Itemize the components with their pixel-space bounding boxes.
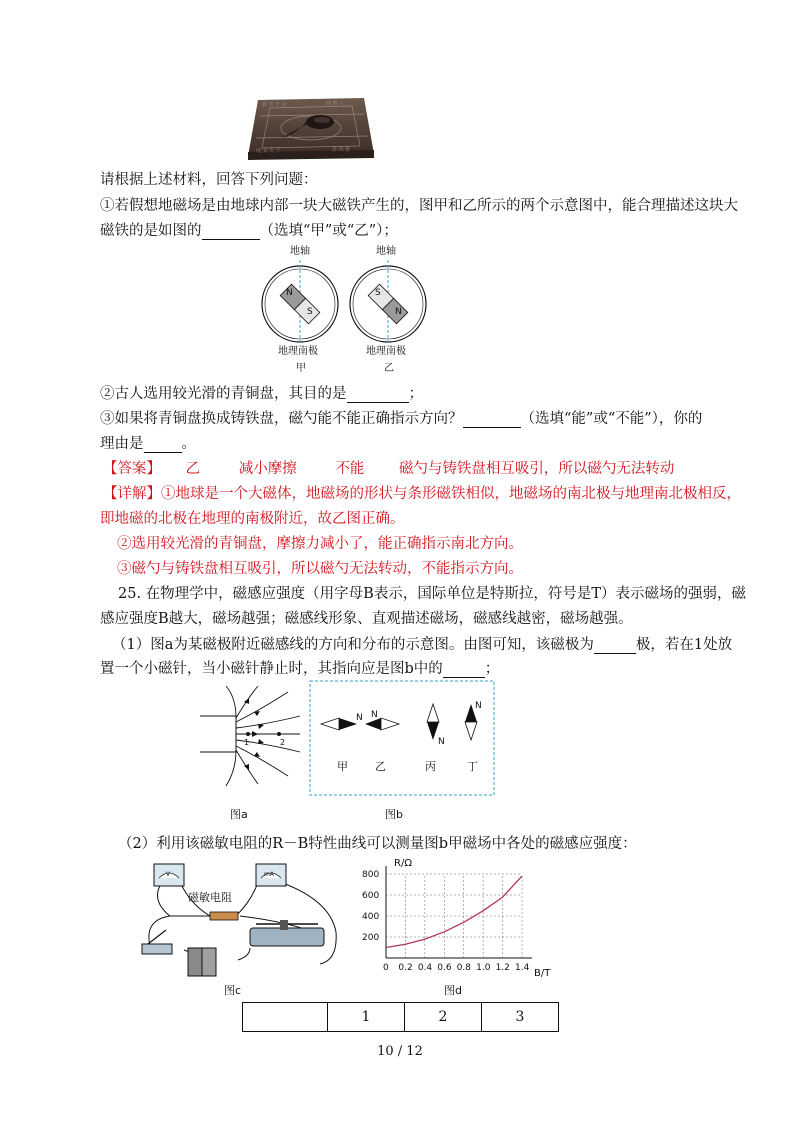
left-s-label: S <box>307 307 313 317</box>
needle-label-jia: 甲 <box>337 760 348 773</box>
answer-4: 磁勺与铸铁盘相互吸引，所以磁勺无法转动 <box>398 461 675 477</box>
q3-reason-a: 理由是 <box>100 436 144 452</box>
q1-text-a: 磁铁的是如图的 <box>100 223 202 239</box>
q2-text-b: ； <box>408 386 423 402</box>
q3-line2 <box>100 435 196 453</box>
chart-y-tick-label: 200 <box>362 933 380 943</box>
q25-line2: 感应强度B越大，磁场越强；磁感线形象、直观描述磁场，磁感线越密，磁场越强。 <box>100 611 633 627</box>
chart-x-tick-label: 0.2 <box>398 963 413 973</box>
right-caption: 乙 <box>384 363 394 374</box>
q2-text-a: ②古人选用较光滑的青铜盘，其目的是 <box>100 386 347 402</box>
q25-p1-text-c: 置一个小磁针，当小磁针静止时，其指向应是图b中的 <box>100 661 443 677</box>
point-2-label: 2 <box>280 738 286 747</box>
q2-answer-blank[interactable] <box>347 387 409 403</box>
figure-a-caption: 图a <box>230 808 248 821</box>
left-n-label: N <box>286 288 293 298</box>
ammeter-label: mA <box>264 871 274 878</box>
figure-b-caption: 图b <box>385 808 403 821</box>
detail-tag: 【详解】 <box>103 486 161 502</box>
q1-line1: ①若假想地磁场是由地球内部一块大磁铁产生的，图甲和乙所示的两个示意图中，能合理描述这块大 <box>100 198 738 214</box>
answer-3: 不能 <box>335 461 365 477</box>
q3-reason-blank[interactable] <box>144 437 182 453</box>
right-axis-label: 地轴 <box>376 246 396 257</box>
q2-line <box>100 385 423 403</box>
table-row <box>243 1003 559 1032</box>
detail-line4: ③磁勺与铸铁盘相互吸引，所以磁勺无法转动，不能指示方向。 <box>117 561 523 577</box>
q25-p1-text-d: ； <box>484 661 500 677</box>
compass-photo <box>246 94 376 160</box>
figure-a-field-lines <box>196 684 308 788</box>
right-pole-label: 地理南极 <box>366 346 406 357</box>
chart-y-tick-label: 800 <box>362 870 380 880</box>
q3-text-b: （选填“能”或“不能”），你的 <box>520 411 703 427</box>
table-cell: 1 <box>328 1003 405 1032</box>
right-n-label: N <box>395 307 402 317</box>
q3-line1 <box>100 410 702 428</box>
chart-x-tick-label: 0.6 <box>437 963 452 973</box>
answer-line <box>103 460 674 478</box>
detail-line3: ②选用较光滑的青铜盘，摩擦力减小了，能正确指示南北方向。 <box>117 536 523 552</box>
detail-text-1: ①地球是一个大磁体，地磁场的形状与条形磁铁相似，地磁场的南北极与地理南北极相反， <box>161 486 741 502</box>
chart-x-tick-label: 0 <box>383 963 389 973</box>
material-prompt: 请根据上述材料，回答下列问题： <box>100 172 318 188</box>
detail-line2: 即地磁的北极在地理的南极附近，故乙图正确。 <box>100 511 405 527</box>
resistor-label: 磁敏电阻 <box>188 891 232 904</box>
needle-d-n: N <box>475 701 482 711</box>
q1-answer-blank[interactable] <box>202 224 260 240</box>
page-number: 10 / 12 <box>377 1044 423 1059</box>
chart-x-tick-label: 0.8 <box>456 963 472 973</box>
svg-text:地 支 天 干: 地 支 天 干 <box>256 148 281 154</box>
left-axis-label: 地轴 <box>290 246 310 257</box>
left-pole-label: 地理南极 <box>278 346 318 357</box>
q25-p1-line2 <box>100 660 499 678</box>
needle-b-n: N <box>371 710 378 720</box>
needle-c-n: N <box>438 737 445 747</box>
figure-d-caption: 图d <box>444 984 462 997</box>
q3-answer-blank[interactable] <box>463 412 521 428</box>
needle-label-yi: 乙 <box>375 760 386 773</box>
figure-d-chart <box>358 854 558 980</box>
chart-ylabel: R/Ω <box>394 858 412 869</box>
q25-line1: 25. 在物理学中，磁感应强度（用字母B表示，国际单位是特斯拉，符号是T）表示磁场的强弱，磁 <box>118 586 746 602</box>
figure-b-needles <box>309 680 495 796</box>
chart-x-tick-label: 1.2 <box>495 963 510 973</box>
needle-label-ding: 丁 <box>467 760 478 773</box>
q3-reason-b: 。 <box>181 436 196 452</box>
answer-2: 减小摩擦 <box>238 461 297 477</box>
q1-line2 <box>100 222 398 240</box>
table-cell: 2 <box>405 1003 482 1032</box>
q1-text-b: （选填“甲”或“乙”）； <box>259 223 398 239</box>
right-s-label: S <box>375 288 381 298</box>
chart-xlabel: B/T <box>534 968 551 979</box>
needle-answer-blank[interactable] <box>443 662 485 678</box>
chart-y-tick-label: 400 <box>362 912 380 922</box>
answer-1: 乙 <box>185 461 201 477</box>
chart-y-tick-label: 600 <box>362 891 380 901</box>
q25-p1-text-a: （1）图a为某磁极附近磁感线的方向和分布的示意图。由图可知，该磁极为 <box>112 637 594 653</box>
figure-c-circuit <box>140 860 346 984</box>
q25-p2-line: （2）利用该磁敏电阻的R－B特性曲线可以测量图b甲磁场中各处的磁感应强度： <box>118 836 637 852</box>
point-1-label: 1 <box>244 738 250 747</box>
chart-x-tick-label: 0.4 <box>417 963 433 973</box>
answer-tag: 【答案】 <box>103 461 161 477</box>
voltmeter-label: V <box>166 871 171 878</box>
svg-text:卦 四 维: 卦 四 维 <box>332 147 351 153</box>
pole-answer-blank[interactable] <box>594 638 636 654</box>
table-cell <box>243 1003 328 1032</box>
chart-x-tick-label: 1.0 <box>476 963 491 973</box>
q25-p1-text-b: 极，若在1处放 <box>635 637 733 653</box>
table-cell: 3 <box>482 1003 559 1032</box>
svg-text:四 维 八: 四 维 八 <box>326 101 345 107</box>
measurement-table <box>242 1002 559 1032</box>
needle-label-bing: 丙 <box>425 760 436 773</box>
earth-magnet-figure <box>254 242 446 380</box>
figure-c-caption: 图c <box>224 984 242 997</box>
detail-line1 <box>103 485 741 503</box>
left-caption: 甲 <box>296 363 306 374</box>
q3-text-a: ③如果将青铜盘换成铸铁盘，磁勺能不能正确指示方向？ <box>100 411 463 427</box>
svg-text:卦 天 干 支: 卦 天 干 支 <box>262 102 287 108</box>
chart-x-tick-label: 1.4 <box>515 963 530 973</box>
q25-p1-line1 <box>112 636 732 654</box>
needle-a-n: N <box>356 713 363 723</box>
